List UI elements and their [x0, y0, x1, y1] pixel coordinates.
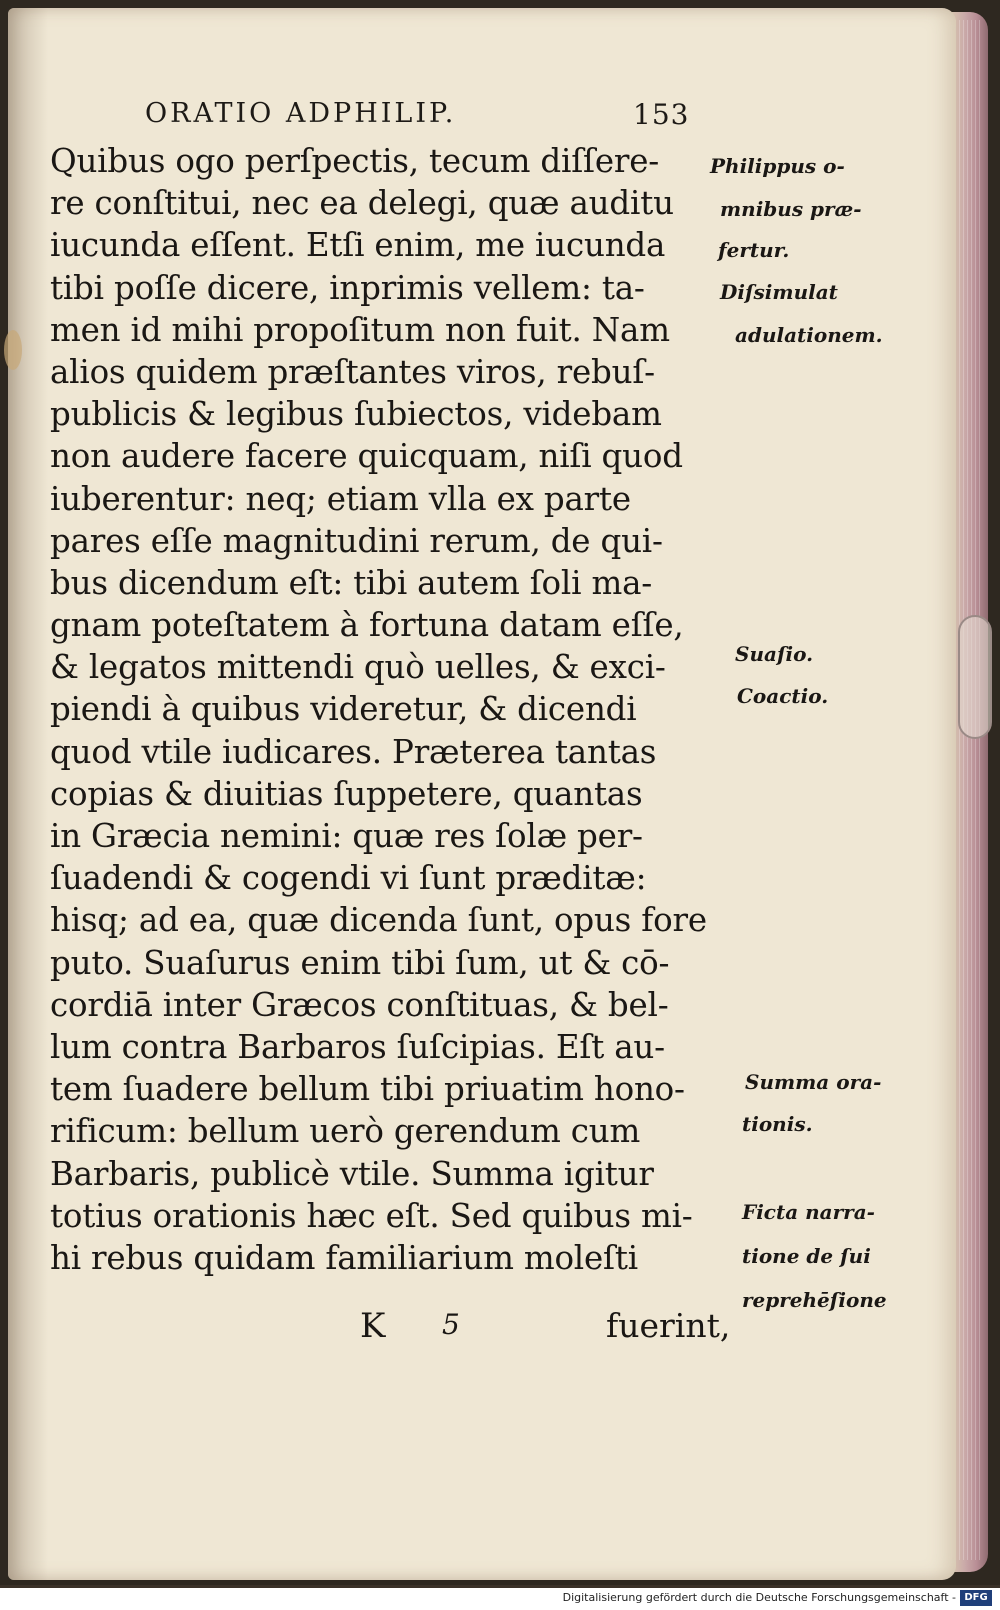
- marginal-note: tionis.: [742, 1112, 813, 1136]
- marginal-note: adulationem.: [735, 323, 883, 347]
- marginal-note: fertur.: [718, 238, 790, 262]
- text-line: puto. Suaſurus enim tibi ſum, ut & cō-: [50, 943, 670, 982]
- page-number: 153: [633, 98, 690, 131]
- text-line: cordiā inter Græcos conſtituas, & bel-: [50, 985, 669, 1024]
- text-line: bus dicendum eſt: tibi autem ſoli ma-: [50, 563, 653, 602]
- text-line: Barbaris, publicè vtile. Summa igitur: [50, 1154, 654, 1193]
- signature-line: [360, 1306, 760, 1346]
- funding-credit: Digitalisierung gefördert durch die Deutsche Forschungsgemeinschaft -: [562, 1591, 956, 1604]
- signature-mark: K: [360, 1306, 386, 1346]
- text-line: ſuadendi & cogendi vi ſunt præditæ:: [50, 859, 647, 898]
- text-line: hi rebus quidam familiarium moleſti: [50, 1238, 638, 1277]
- running-title: ORATIO ADPHILIP.: [145, 98, 457, 129]
- text-line: in Græcia nemini: quæ res ſolæ per-: [50, 817, 643, 855]
- text-line: totius orationis hæc eſt. Sed quibus mi-: [50, 1196, 693, 1235]
- paper-stain: [4, 330, 22, 370]
- text-line: non audere facere quicquam, niſi quod: [50, 437, 683, 476]
- text-line: rificum: bellum uerò gerendum cum: [50, 1112, 641, 1151]
- text-line: lum contra Barbaros ſuſcipias. Eſt au-: [50, 1027, 665, 1066]
- text-line: Quibus ogo perſpectis, tecum diſſere-: [50, 142, 660, 180]
- marginal-note: Summa ora-: [745, 1070, 882, 1094]
- text-line: copias & diuitias ſuppetere, quantas: [50, 774, 643, 813]
- marginal-note: Ficta narra-: [742, 1200, 875, 1224]
- catchword: fuerint,: [606, 1306, 731, 1345]
- marginal-note: mnibus præ-: [720, 197, 862, 221]
- page-clip: [958, 615, 992, 739]
- text-line: tibi poſſe dicere, inprimis vellem: ta-: [50, 268, 645, 307]
- text-line: alios quidem præſtantes viros, rebuſ-: [50, 352, 655, 391]
- dfg-logo: DFG: [960, 1590, 992, 1606]
- text-line: iuberentur: neq; etiam vlla ex parte: [50, 479, 631, 518]
- signature-number: 5: [442, 1308, 460, 1341]
- marginal-note: Coactio.: [737, 684, 829, 708]
- text-line: hisq; ad ea, quæ dicenda ſunt, opus fore: [50, 901, 707, 940]
- gutter-shadow: [8, 8, 48, 1580]
- text-line: men id mihi propoſitum non fuit. Nam: [50, 310, 670, 349]
- text-line: iucunda eſſent. Etſi enim, me iucunda: [50, 226, 666, 265]
- text-line: publicis & legibus ſubiectos, videbam: [50, 395, 662, 434]
- text-line: & legatos mittendi quò uelles, & exci-: [50, 648, 666, 687]
- marginal-note: Diſsimulat: [720, 280, 838, 304]
- text-line: tem ſuadere bellum tibi priuatim hono-: [50, 1070, 685, 1109]
- marginal-note: reprehēſione: [742, 1288, 887, 1312]
- marginal-note: tione de ſui: [742, 1244, 871, 1268]
- text-line: re conſtitui, nec ea delegi, quæ auditu: [50, 184, 674, 223]
- text-line: piendi à quibus videretur, & dicendi: [50, 690, 637, 729]
- text-line: gnam poteſtatem à fortuna datam eſſe,: [50, 606, 684, 645]
- marginal-note: Philippus o-: [710, 154, 845, 178]
- footer-bar: [0, 1588, 1000, 1610]
- marginal-note: Suaſio.: [735, 642, 814, 666]
- running-head: [145, 98, 725, 138]
- main-text-block: [50, 140, 750, 1279]
- page-edge-texture: [955, 20, 983, 1560]
- text-line: quod vtile iudicares. Præterea tantas: [50, 732, 657, 771]
- text-line: pares eſſe magnitudini rerum, de qui-: [50, 521, 663, 560]
